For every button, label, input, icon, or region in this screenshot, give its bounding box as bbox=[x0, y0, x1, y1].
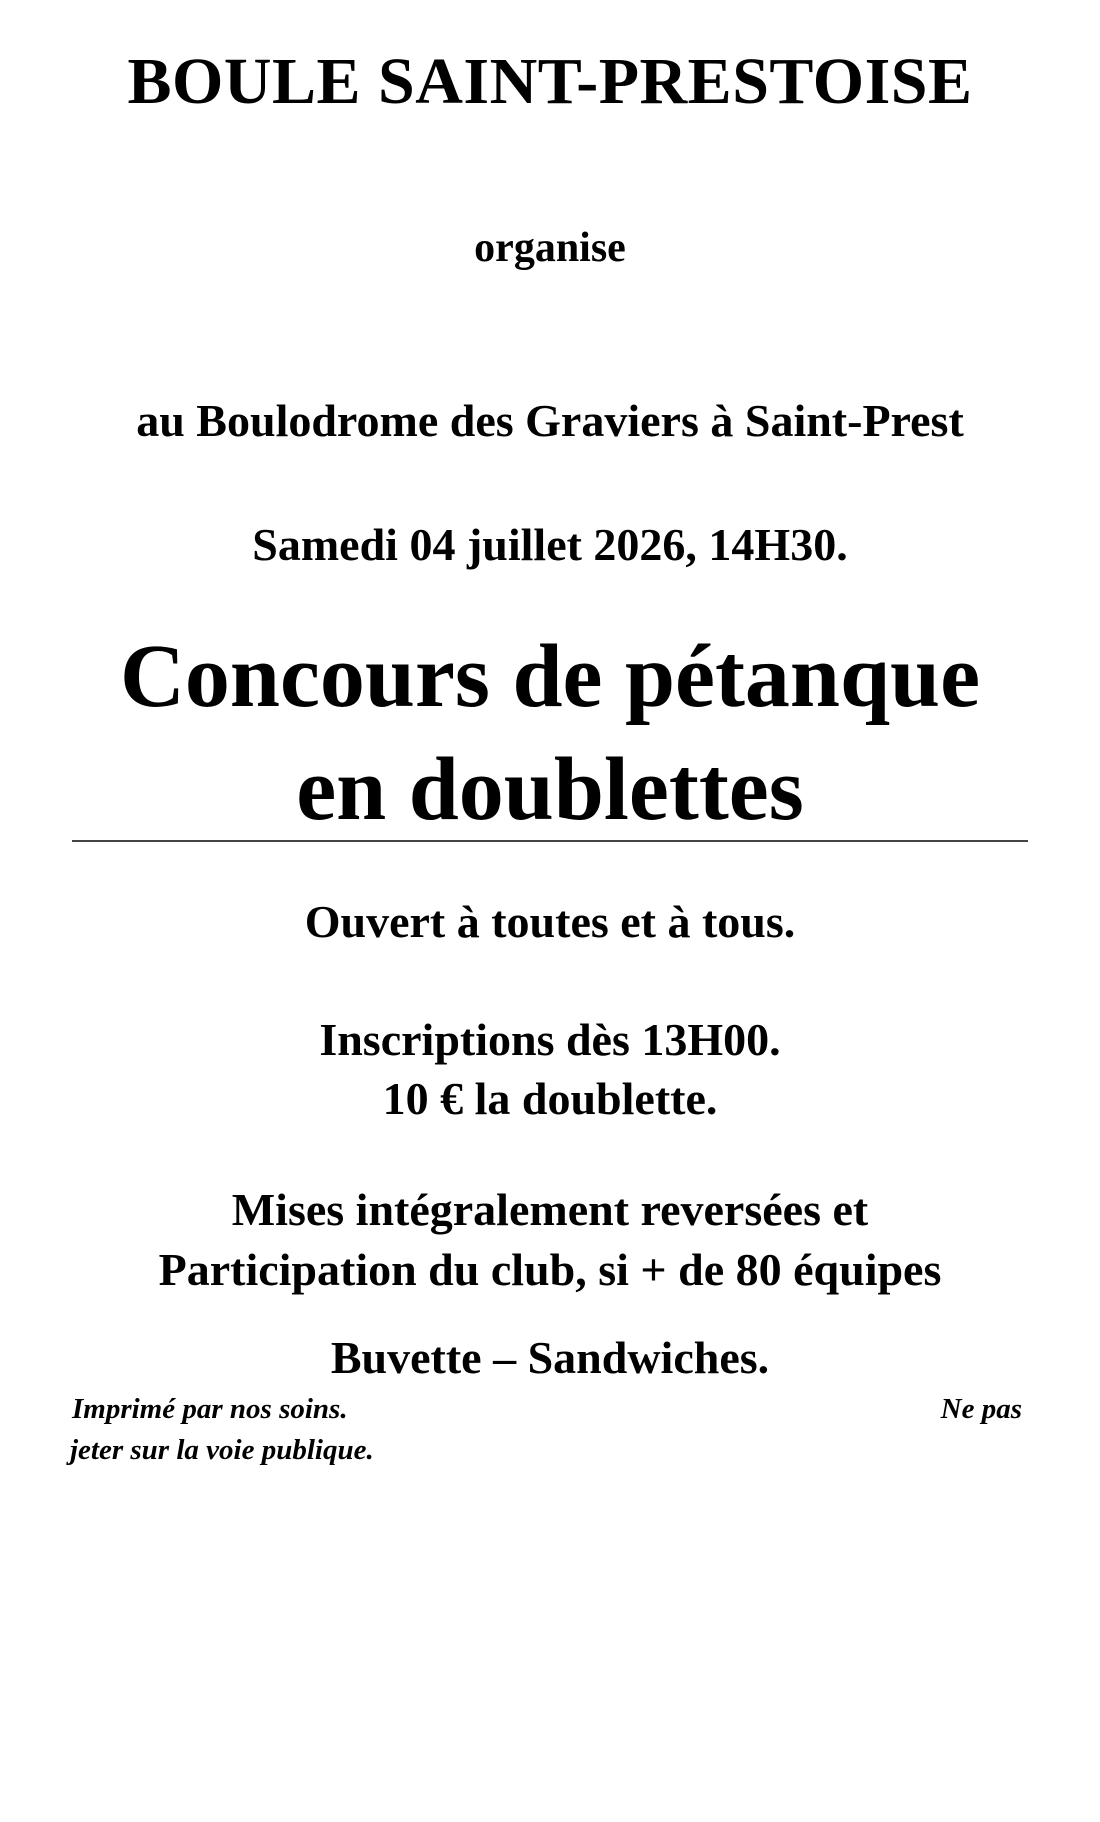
refreshments-text: Buvette – Sandwiches. bbox=[330, 1332, 770, 1383]
organizer-name: BOULE SAINT-PRESTOISE bbox=[127, 45, 973, 118]
stakes-line-1: Mises intégralement reversées et bbox=[231, 1184, 869, 1235]
footer-do-not-note: Ne pas bbox=[940, 1393, 1022, 1425]
event-title-line-2: en doublettes bbox=[296, 740, 804, 839]
open-to-all-text: Ouvert à toutes et à tous. bbox=[304, 896, 796, 947]
registration-time: Inscriptions dès 13H00. bbox=[319, 1014, 781, 1065]
event-date: Samedi 04 juillet 2026, 14H30. bbox=[252, 519, 848, 570]
organise-text: organise bbox=[474, 225, 626, 271]
entry-fee: 10 € la doublette. bbox=[382, 1073, 718, 1124]
stakes-line-2: Participation du club, si + de 80 équipes bbox=[158, 1244, 942, 1295]
venue-text: au Boulodrome des Graviers à Saint-Prest bbox=[136, 395, 964, 446]
footer-printed-note: Imprimé par nos soins. bbox=[72, 1393, 348, 1425]
footer-litter-note: jeter sur la voie publique. bbox=[70, 1434, 374, 1466]
event-title-line-1: Concours de pétanque bbox=[119, 627, 981, 726]
horizontal-divider bbox=[72, 840, 1028, 842]
